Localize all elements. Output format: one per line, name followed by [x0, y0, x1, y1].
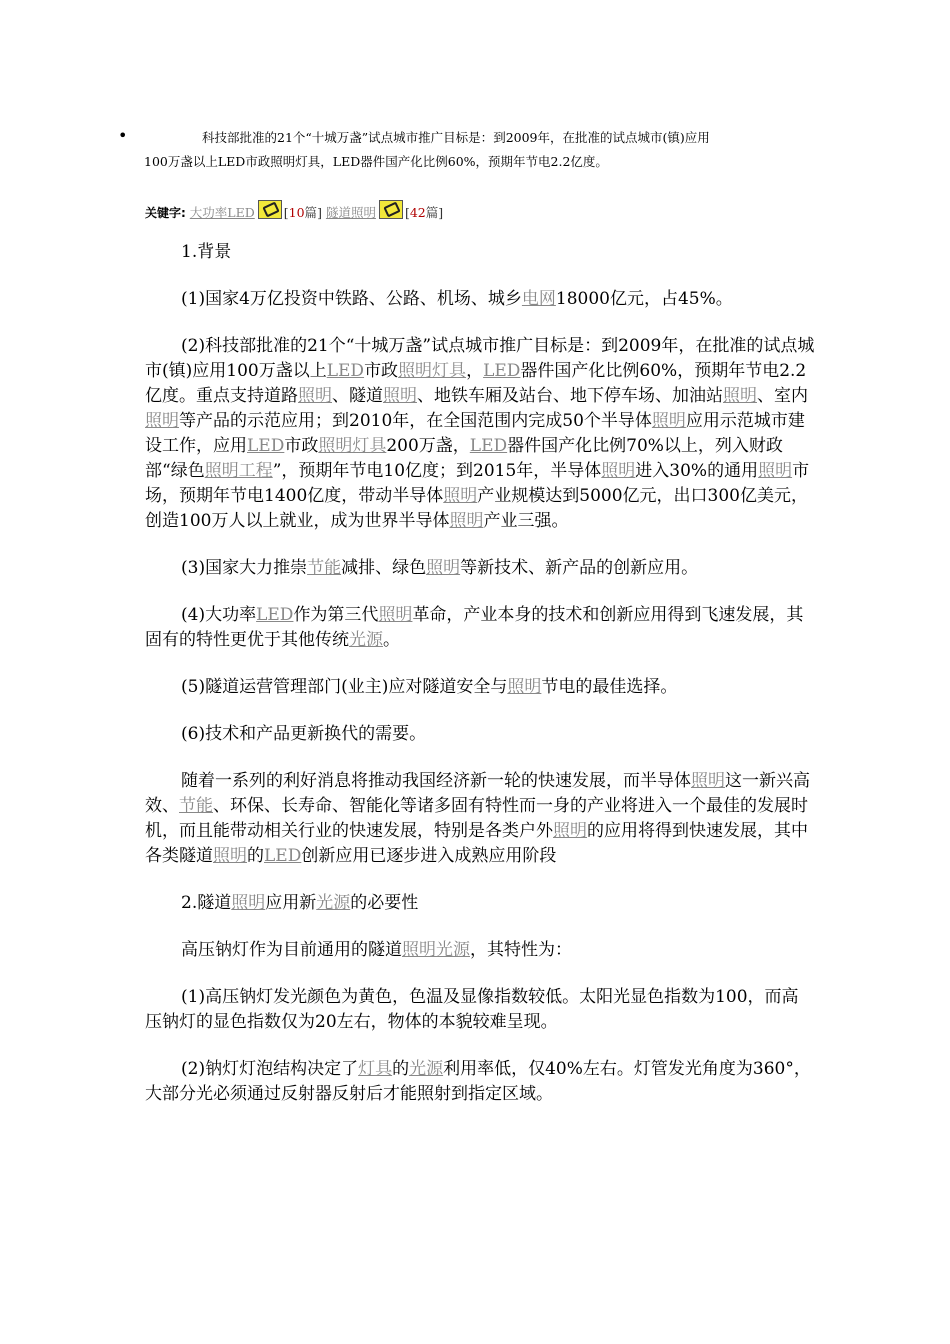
paragraph: (2)钠灯灯泡结构决定了灯具的光源利用率低，仅40%左右。灯管发光角度为360°，大部分光必须通过反射器反射后才能照射到指定区域。: [145, 1059, 811, 1104]
summary-block: [118, 126, 818, 174]
summary-line-2: 100万盏以上LED市政照明灯具，LED器件国产化比例60%，预期年节电2.2亿度。: [144, 154, 608, 169]
article-body: [145, 240, 815, 1129]
term-link[interactable]: 照明: [651, 411, 686, 431]
keyword-count-unit: 篇: [304, 205, 318, 220]
keyword-count[interactable]: 42: [409, 205, 426, 220]
term-link[interactable]: 照明光源: [402, 940, 470, 960]
term-link[interactable]: LED: [326, 361, 365, 381]
bracket-open: [: [404, 205, 410, 220]
keywords-row: [145, 200, 443, 224]
term-link[interactable]: 照明: [231, 893, 266, 913]
keywords-label: 关键字:: [145, 206, 186, 220]
term-link[interactable]: 照明: [691, 771, 725, 791]
paragraph: 1.背景: [181, 242, 232, 262]
term-link[interactable]: 照明: [553, 821, 587, 841]
term-link[interactable]: 光源: [316, 893, 351, 913]
term-link[interactable]: LED: [264, 846, 302, 866]
term-link[interactable]: 照明: [298, 386, 332, 406]
paragraph: 随着一系列的利好消息将推动我国经济新一轮的快速发展，而半导体照明这一新兴高效、节能、环保、长寿命、智能化等诸多固有特性而一身的产业将进入一个最佳的发展时机，而且能带动相关行业的快速发展，特别是各类户外照明的应用将得到快速发展，其中各类隧道照明的LED创新应用已逐步进入成熟应用阶段: [145, 771, 810, 866]
keyword-count-unit: 篇: [425, 205, 439, 220]
keyword-link-tunnel-lighting[interactable]: 隧道照明: [325, 205, 376, 220]
term-link[interactable]: 照明: [213, 846, 247, 866]
term-link[interactable]: 照明: [449, 511, 484, 531]
term-link[interactable]: 照明灯具: [318, 436, 387, 456]
term-link[interactable]: 节能: [307, 558, 342, 578]
summary-line-1: 科技部批准的21个“十城万盏”试点城市推广目标是：到2009年，在批准的试点城市(镇)应用: [202, 130, 710, 145]
paragraph: 高压钠灯作为目前通用的隧道照明光源，其特性为：: [181, 940, 572, 960]
term-link[interactable]: 照明灯具: [398, 361, 467, 381]
term-link[interactable]: 照明: [443, 486, 478, 506]
term-link[interactable]: 照明: [758, 461, 793, 481]
term-link[interactable]: LED: [256, 605, 294, 625]
keyword-search-icon[interactable]: [379, 200, 403, 219]
term-link[interactable]: 照明: [145, 411, 179, 431]
paragraph: (1)国家4万亿投资中铁路、公路、机场、城乡电网18000亿元，占45%。: [181, 289, 733, 309]
keyword-link-high-power-led[interactable]: 大功率LED: [189, 205, 255, 220]
keyword-search-icon[interactable]: [258, 200, 282, 219]
term-link[interactable]: 照明: [507, 677, 542, 697]
bullet-dot: •: [118, 126, 128, 145]
paragraph: 2.隧道照明应用新光源的必要性: [181, 893, 419, 913]
paragraph: (5)隧道运营管理部门(业主)应对隧道安全与照明节电的最佳选择。: [181, 677, 678, 697]
term-link[interactable]: 照明: [383, 386, 417, 406]
term-link[interactable]: 光源: [409, 1059, 444, 1079]
paragraph: (3)国家大力推崇节能减排、绿色照明等新技术、新产品的创新应用。: [181, 558, 699, 578]
term-link[interactable]: LED: [247, 436, 285, 456]
paragraph: (4)大功率LED作为第三代照明革命，产业本身的技术和创新应用得到飞速发展，其固有的特性更优于其他传统光源。: [145, 605, 804, 650]
term-link[interactable]: 照明工程: [204, 461, 273, 481]
paragraph: (6)技术和产品更新换代的需要。: [181, 724, 427, 744]
bracket-close: ]: [438, 205, 444, 220]
term-link[interactable]: 照明: [723, 386, 757, 406]
term-link[interactable]: 照明: [426, 558, 461, 578]
term-link[interactable]: 灯具: [358, 1059, 393, 1079]
term-link[interactable]: 光源: [349, 630, 383, 650]
term-link[interactable]: 照明: [601, 461, 636, 481]
bracket-open: [: [283, 205, 289, 220]
paragraph: (1)高压钠灯发光颜色为黄色，色温及显像指数较低。太阳光显色指数为100，而高压钠灯的显色指数仅为20左右，物体的本貌较难呈现。: [145, 987, 799, 1032]
term-link[interactable]: LED: [469, 436, 508, 456]
keyword-count[interactable]: 10: [288, 205, 305, 220]
term-link[interactable]: 照明: [378, 605, 413, 625]
bracket-close: ]: [317, 205, 322, 220]
term-link[interactable]: 节能: [179, 796, 213, 816]
term-link[interactable]: 电网: [521, 289, 556, 309]
paragraph: (2)科技部批准的21个“十城万盏”试点城市推广目标是：到2009年，在批准的试点城市(镇)应用100万盏以上LED市政照明灯具，LED器件国产化比例60%，预期年节电2.2亿度。重点支持道路照明、隧道照明、地铁车厢及站台、地下停车场、加油站照明、室内照明等产品的示范应用；到2010年，在全国范围内完成50个半导体照明应用示范城市建设工作，应用LED市政照明灯具200万盏，LED器件国产化比例70%以上，列入财政部“绿色照明工程”，预期年节电10亿度；到2015年，半导体照明进入30%的通用照明市场，预期年节电1400亿度，带动半导体照明产业规模达到5000亿元，出口300亿美元，创造100万人以上就业，成为世界半导体照明产业三强。: [145, 336, 815, 531]
term-link[interactable]: LED: [483, 361, 521, 381]
